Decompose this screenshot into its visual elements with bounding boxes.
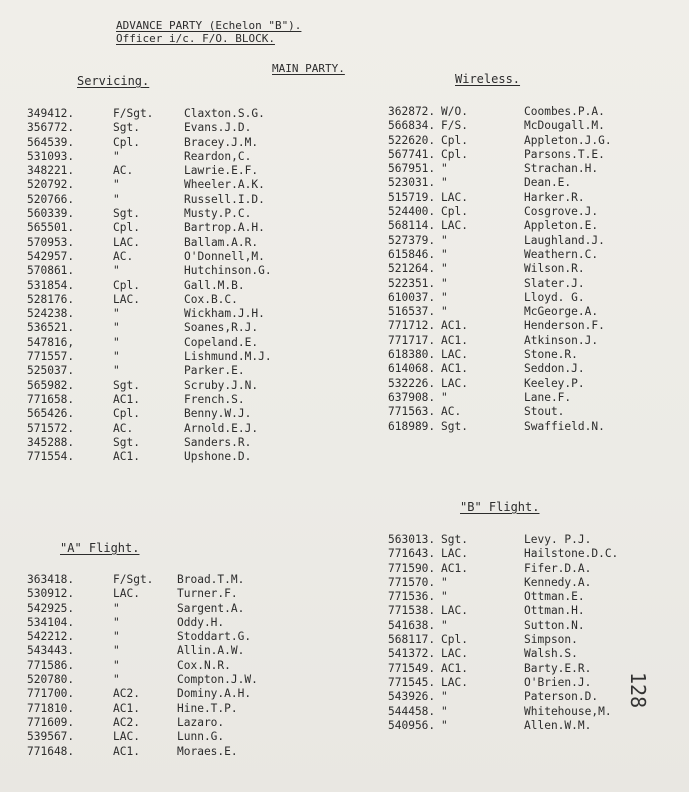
service-number: 523031. <box>388 176 436 190</box>
rank: AC2. <box>113 715 140 729</box>
service-number: 362872. <box>388 105 436 118</box>
service-number: 567951. <box>388 162 436 176</box>
service-number: 536521. <box>27 321 75 335</box>
person-name: Lane.F. <box>524 390 572 404</box>
rank: LAC. <box>441 348 468 362</box>
person-name: Soanes,R.J. <box>184 321 259 335</box>
service-number: 543926. <box>388 690 436 704</box>
rank: AC. <box>113 421 134 435</box>
person-name: Henderson.F. <box>524 319 605 333</box>
person-name: Compton.J.W. <box>177 673 258 687</box>
rank: Cpl. <box>441 205 468 219</box>
service-number: 618989. <box>388 419 436 433</box>
service-number: 564539. <box>27 135 75 149</box>
person-name: Atkinson.J. <box>524 333 599 347</box>
service-number: 524238. <box>27 307 75 321</box>
rank: AC1. <box>441 561 468 575</box>
service-number: 543443. <box>27 644 75 658</box>
person-name: Ballam.A.R. <box>184 235 259 249</box>
service-number: 541372. <box>388 647 436 661</box>
rank: AC. <box>441 405 462 419</box>
person-name: Slater.J. <box>524 276 585 290</box>
service-number: 771643. <box>388 547 436 561</box>
person-name: O'Donnell,M. <box>184 249 265 263</box>
service-number: 771536. <box>388 590 436 604</box>
service-number: 568117. <box>388 633 436 647</box>
service-number: 771648. <box>27 744 75 758</box>
rank: " <box>113 350 120 364</box>
service-number: 520780. <box>27 673 75 687</box>
rank: Cpl. <box>113 221 140 235</box>
person-name: Reardon,C. <box>184 149 252 163</box>
person-name: Copeland.E. <box>184 335 259 349</box>
rank: AC1. <box>113 450 140 464</box>
person-name: Allen.W.M. <box>524 718 592 732</box>
rank: " <box>441 575 448 589</box>
service-number: 771700. <box>27 687 75 701</box>
service-number: 520766. <box>27 192 75 206</box>
rank: " <box>441 618 448 632</box>
rank: LAC. <box>441 604 468 618</box>
rank: LAC. <box>113 730 140 744</box>
person-name: Scruby.J.N. <box>184 378 259 392</box>
service-number: 565501. <box>27 221 75 235</box>
rank: LAC. <box>441 647 468 661</box>
rank: " <box>113 644 120 658</box>
service-number: 349412. <box>27 107 75 120</box>
person-name: Swaffield.N. <box>524 419 605 433</box>
service-number: 345288. <box>27 435 75 449</box>
rank: " <box>441 718 448 732</box>
service-number: 540956. <box>388 718 436 732</box>
service-number: 531093. <box>27 149 75 163</box>
rank: W/O. <box>441 105 468 118</box>
person-name: Dean.E. <box>524 176 572 190</box>
rank: " <box>113 321 120 335</box>
person-name: Hailstone.D.C. <box>524 547 619 561</box>
person-name: Walsh.S. <box>524 647 578 661</box>
rank: " <box>441 390 448 404</box>
rank: Sgt. <box>113 121 140 135</box>
rank: " <box>113 630 120 644</box>
service-number: 610037. <box>388 290 436 304</box>
person-name: O'Brien.J. <box>524 675 592 689</box>
rank: Sgt. <box>113 435 140 449</box>
rank: " <box>441 704 448 718</box>
person-name: Fifer.D.A. <box>524 561 592 575</box>
rank: AC. <box>113 249 134 263</box>
rank: " <box>441 276 448 290</box>
rank: LAC. <box>441 376 468 390</box>
person-name: Bartrop.A.H. <box>184 221 265 235</box>
service-number: 570861. <box>27 264 75 278</box>
rank: Cpl. <box>441 633 468 647</box>
person-name: Turner.F. <box>177 587 238 601</box>
service-number: 771545. <box>388 675 436 689</box>
rank: AC1. <box>113 701 140 715</box>
service-number: 516537. <box>388 305 436 319</box>
person-name: Keeley.P. <box>524 376 585 390</box>
wireless-heading: Wireless. <box>455 72 521 86</box>
rank: AC1. <box>441 661 468 675</box>
main-party-heading: MAIN PARTY. <box>272 62 345 75</box>
person-name: Cosgrove.J. <box>524 205 599 219</box>
person-name: Paterson.D. <box>524 690 599 704</box>
rank: " <box>113 673 120 687</box>
person-name: Laughland.J. <box>524 233 605 247</box>
person-name: Gall.M.B. <box>184 278 245 292</box>
service-number: 527379. <box>388 233 436 247</box>
person-name: Broad.T.M. <box>177 573 245 586</box>
rank: F/S. <box>441 119 468 133</box>
rank: LAC. <box>441 190 468 204</box>
person-name: Parker.E. <box>184 364 245 378</box>
service-number: 522620. <box>388 133 436 147</box>
rank: " <box>113 264 120 278</box>
rank: " <box>441 262 448 276</box>
rank: LAC. <box>113 587 140 601</box>
person-name: Hutchinson.G. <box>184 264 272 278</box>
person-name: Upshone.D. <box>184 450 252 464</box>
rank: LAC. <box>441 547 468 561</box>
person-name: Whitehouse,M. <box>524 704 612 718</box>
service-number: 528176. <box>27 292 75 306</box>
rank: Cpl. <box>113 135 140 149</box>
b-flight-heading: "B" Flight. <box>460 500 540 514</box>
rank: LAC. <box>113 235 140 249</box>
rank: Cpl. <box>113 278 140 292</box>
rank: AC1. <box>441 319 468 333</box>
rank: " <box>113 658 120 672</box>
rank: " <box>441 162 448 176</box>
rank: Cpl. <box>441 147 468 161</box>
service-number: 539567. <box>27 730 75 744</box>
service-number: 771712. <box>388 319 436 333</box>
advance-party-heading: ADVANCE PARTY (Echelon "B"). <box>116 19 302 32</box>
service-number: 568114. <box>388 219 436 233</box>
rank: " <box>441 176 448 190</box>
rank: " <box>441 233 448 247</box>
service-number: 565982. <box>27 378 75 392</box>
person-name: Coombes.P.A. <box>524 105 605 118</box>
service-number: 771717. <box>388 333 436 347</box>
rank: " <box>113 307 120 321</box>
rank: " <box>441 247 448 261</box>
service-number: 771557. <box>27 350 75 364</box>
service-number: 522351. <box>388 276 436 290</box>
service-number: 531854. <box>27 278 75 292</box>
service-number: 541638. <box>388 618 436 632</box>
service-number: 524400. <box>388 205 436 219</box>
service-number: 771590. <box>388 561 436 575</box>
person-name: Russell.I.D. <box>184 192 265 206</box>
rank: " <box>113 615 120 629</box>
service-number: 771658. <box>27 392 75 406</box>
person-name: Seddon.J. <box>524 362 585 376</box>
person-name: Lloyd. G. <box>524 290 585 304</box>
service-number: 614068. <box>388 362 436 376</box>
person-name: Oddy.H. <box>177 615 225 629</box>
rank: " <box>441 305 448 319</box>
service-number: 771810. <box>27 701 75 715</box>
rank: " <box>441 690 448 704</box>
service-number: 771609. <box>27 715 75 729</box>
service-number: 571572. <box>27 421 75 435</box>
rank: Sgt. <box>441 419 468 433</box>
rank: LAC. <box>441 219 468 233</box>
person-name: Sargent.A. <box>177 601 245 615</box>
service-number: 521264. <box>388 262 436 276</box>
rank: " <box>441 590 448 604</box>
service-number: 515719. <box>388 190 436 204</box>
person-name: Lawrie.E.F. <box>184 164 259 178</box>
rank: AC. <box>113 164 134 178</box>
rank: F/Sgt. <box>113 573 154 586</box>
rank: " <box>113 178 120 192</box>
rank: AC1. <box>441 362 468 376</box>
rank: Sgt. <box>113 378 140 392</box>
service-number: 771563. <box>388 405 436 419</box>
service-number: 544458. <box>388 704 436 718</box>
rank: " <box>113 149 120 163</box>
rank: " <box>113 192 120 206</box>
person-name: Barty.E.R. <box>524 661 592 675</box>
person-name: Appleton.J.G. <box>524 133 612 147</box>
rank: AC1. <box>441 333 468 347</box>
person-name: Wilson.R. <box>524 262 585 276</box>
service-number: 570953. <box>27 235 75 249</box>
service-number: 771586. <box>27 658 75 672</box>
person-name: Lishmund.M.J. <box>184 350 272 364</box>
service-number: 363418. <box>27 573 75 586</box>
person-name: Cox.B.C. <box>184 292 238 306</box>
person-name: Strachan.H. <box>524 162 599 176</box>
person-name: Dominy.A.H. <box>177 687 252 701</box>
person-name: McDougall.M. <box>524 119 605 133</box>
service-number: 560339. <box>27 207 75 221</box>
service-number: 542925. <box>27 601 75 615</box>
rank: Cpl. <box>113 407 140 421</box>
person-name: Levy. P.J. <box>524 533 592 546</box>
rank: " <box>113 364 120 378</box>
person-name: Stout. <box>524 405 565 419</box>
servicing-heading: Servicing. <box>77 74 150 88</box>
service-number: 565426. <box>27 407 75 421</box>
person-name: Weathern.C. <box>524 247 599 261</box>
service-number: 530912. <box>27 587 75 601</box>
person-name: Ottman.E. <box>524 590 585 604</box>
person-name: Claxton.S.G. <box>184 107 265 120</box>
person-name: Appleton.E. <box>524 219 599 233</box>
person-name: Arnold.E.J. <box>184 421 259 435</box>
service-number: 356772. <box>27 121 75 135</box>
person-name: Benny.W.J. <box>184 407 252 421</box>
rank: " <box>441 290 448 304</box>
service-number: 563013. <box>388 533 436 546</box>
person-name: French.S. <box>184 392 245 406</box>
rank: AC1. <box>113 392 140 406</box>
rank: F/Sgt. <box>113 107 154 120</box>
person-name: Sutton.N. <box>524 618 585 632</box>
person-name: Sanders.R. <box>184 435 252 449</box>
person-name: Wickham.J.H. <box>184 307 265 321</box>
person-name: Stoddart.G. <box>177 630 252 644</box>
service-number: 566834. <box>388 119 436 133</box>
rank: " <box>113 601 120 615</box>
service-number: 547816, <box>27 335 75 349</box>
service-number: 520792. <box>27 178 75 192</box>
person-name: Musty.P.C. <box>184 207 252 221</box>
person-name: Moraes.E. <box>177 744 238 758</box>
person-name: McGeorge.A. <box>524 305 599 319</box>
service-number: 567741. <box>388 147 436 161</box>
service-number: 618380. <box>388 348 436 362</box>
service-number: 542212. <box>27 630 75 644</box>
rank: " <box>113 335 120 349</box>
rank: AC2. <box>113 687 140 701</box>
person-name: Bracey.J.M. <box>184 135 259 149</box>
service-number: 771538. <box>388 604 436 618</box>
rank: LAC. <box>113 292 140 306</box>
person-name: Simpson. <box>524 633 578 647</box>
person-name: Hine.T.P. <box>177 701 238 715</box>
person-name: Parsons.T.E. <box>524 147 605 161</box>
service-number: 525037. <box>27 364 75 378</box>
rank: LAC. <box>441 675 468 689</box>
officer-in-charge-line: Officer i/c. F/O. BLOCK. <box>116 32 275 45</box>
service-number: 532226. <box>388 376 436 390</box>
person-name: Lazaro. <box>177 715 225 729</box>
service-number: 615846. <box>388 247 436 261</box>
person-name: Allin.A.W. <box>177 644 245 658</box>
person-name: Lunn.G. <box>177 730 225 744</box>
service-number: 637908. <box>388 390 436 404</box>
service-number: 534104. <box>27 615 75 629</box>
service-number: 771554. <box>27 450 75 464</box>
page-number: 128 <box>626 672 650 709</box>
person-name: Cox.N.R. <box>177 658 231 672</box>
service-number: 348221. <box>27 164 75 178</box>
a-flight-heading: "A" Flight. <box>60 541 140 555</box>
person-name: Evans.J.D. <box>184 121 252 135</box>
person-name: Wheeler.A.K. <box>184 178 265 192</box>
service-number: 771549. <box>388 661 436 675</box>
rank: Sgt. <box>113 207 140 221</box>
service-number: 542957. <box>27 249 75 263</box>
person-name: Stone.R. <box>524 348 578 362</box>
rank: Cpl. <box>441 133 468 147</box>
rank: Sgt. <box>441 533 468 546</box>
rank: AC1. <box>113 744 140 758</box>
person-name: Ottman.H. <box>524 604 585 618</box>
person-name: Kennedy.A. <box>524 575 592 589</box>
service-number: 771570. <box>388 575 436 589</box>
person-name: Harker.R. <box>524 190 585 204</box>
